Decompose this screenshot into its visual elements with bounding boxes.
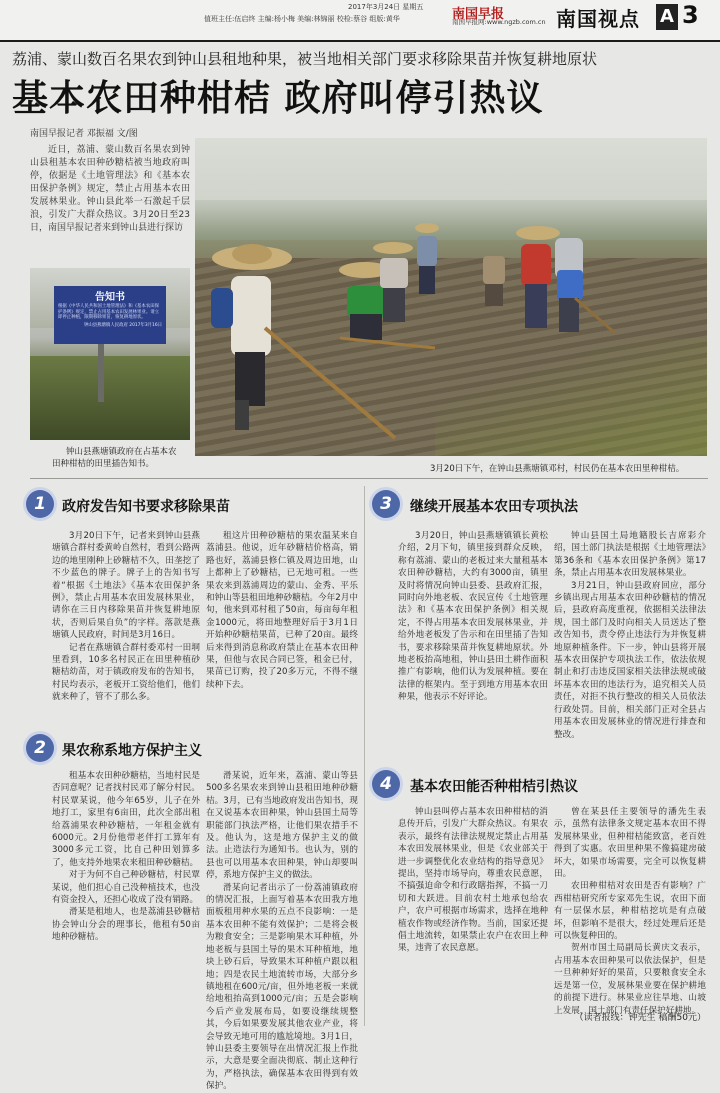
section-1-paragraph: 租这片田种砂糖桔的果农温某来自荔浦县。他说，近年砂糖桔价格高，销路也好，荔浦县修仁镇及周边田地，山上都种上了砂糖桔，已无地可租。一些果农来到荔浦周边的蒙山、金秀、平乐和钟山等县租田地种砂糖桔。今年2月中旬，他来到邓村租了50亩，每亩每年租金1000元，将田地整理好后于3月1日开始种砂糖桔果苗，已种了20亩。最终后来得到消息称政府禁止在基本农田种果，但他与农民合同已签，租金已付，果苗已订购，投了20多万元，不得不继续种下去。 — [206, 531, 358, 690]
section-3-paragraph: 3月21日，钟山县政府回应，部分乡镇出现占用基本农田种砂糖桔的情况后，县政府高度重视，依据相关法律法规，国土部门及时向相关人员送达了整改告知书，责令停止违法行为并恢复耕地原种植条件。下一步，钟山县将开展基本农田保护专项执法工作，依法依规制止和打击违反国家相关法律法规或破坏基本农田的违法行为，追究相关人员责任，对拒不执行整改的相关人员依法行政处罚。目前，相关部门正对全县占用基本农田发展林业的情况进行排查和整改。 — [554, 580, 706, 740]
reader-credit: （读者报线：钟先生 稿酬50元） — [574, 1013, 706, 1023]
section-1-number: 1 — [26, 490, 54, 518]
section-2-number: 2 — [26, 734, 54, 762]
section-3-text-b — [554, 530, 706, 758]
section-4-text-b — [554, 806, 706, 1016]
section-3-number: 3 — [372, 490, 400, 518]
section-4-number: 4 — [372, 770, 400, 798]
photo-figures — [195, 138, 707, 456]
section-4-paragraph: 钟山县叫停占基本农田种柑桔的消息传开后，引发广大群众热议。有果农表示，最终有法律法规规定禁止占用基本农田发展林果业，但是《农业部关于进一步调整优化农业结构的指导意见》提出，坚持市场导向，尊重农民意愿，不搞强迫命令和行政瞎指挥，不搞一刀切和大跃进。目前农村土地承包给农户，农户可根据市场需求，选择在地种植农作物或经济作物。当前，国家还提倡土地流转，如果禁止农户在农田上种果，违背了农民意愿。 — [398, 807, 548, 954]
byline: 南国早报记者 邓振福 文/图 — [30, 129, 138, 139]
paper-website: 南国早报网:www.ngzb.com.cn — [452, 18, 546, 26]
main-headline: 基本农田种柑桔 政府叫停引热议 — [12, 78, 544, 119]
photo-divider — [30, 478, 708, 479]
section-1-paragraph: 记者在燕塘镇合群村委邓村一田垌里看到，10多名村民正在田里种植砂糖桔幼苗，对于镇政府发布的告知书，村民均表示，老板开工资给他们，他们就来种了，管不了那么多。 — [52, 642, 200, 703]
section-4-title: 基本农田能否种柑桔引热议 — [410, 779, 578, 795]
section-2-paragraph: 滑某说，近年来，荔浦、蒙山等县500多名果农来到钟山县租田地种砂糖桔。3月，已有当地政府发出告知书，现在又说基本农田种果，钟山县国土局等职能部门执法严格，让他们果农措手不及。他认为，这是地方保护主义的做法。止造法行为通知书。也认为，别的县也可以用基本农田种果，钟山却要叫停，系地方保护主义的做法。 — [206, 771, 358, 881]
page-number: 3 — [682, 1, 699, 29]
section-name: 南国视点 — [556, 7, 640, 31]
column-separator — [364, 486, 365, 1026]
notice-sign — [54, 286, 166, 344]
section-4-paragraph: 曾在某县任主要领导的潘先生表示，虽然有法律条文规定基本农田不得发展林果业，但种柑桔能致富，老百姓得到了实惠。农田里种果不像搞建房破坏大，如果市场需要，完全可以恢复耕田。 — [554, 807, 706, 880]
section-1-paragraph: 3月20日下午，记者来到钟山县燕塘镇合群村委黄岭自然村，看到公路两边的地里刚种上砂糖桔不久，田垄挖了不少蓝色的牌子。牌子上的告知书写着“根据《土地法》《基本农田保护条例》，禁止占用基本农田发展林果业，请你在三日内移除果苗并恢复耕地原状，否则后果自负”的字样。落款是燕塘镇人民政府，时间是3月16日。 — [52, 531, 200, 641]
section-3-title: 继续开展基本农田专项执法 — [410, 499, 578, 515]
section-3-paragraph: 3月20日，钟山县燕塘镇镇长黄松介绍，2月下旬，镇里接到群众反映，称有荔浦、蒙山的老板过来大量租基本农田种砂糖桔，大约有3000亩，镇里及时将情况向钟山县委、县政府汇报，同时向外地老板、农民宣传《土地管理法》和《基本农田保护条例》相关规定，不得占用基本农田发展林果业，并给外地老板发了告示和在田里插了告知书，要求移除果苗并恢复耕地原状。外地老板抬高地租，钟山县田土耕作面积推广有影响，他们认为发展种植。要在法律的框架内。至于到地方用基本农田种果，他表示不好评论。 — [398, 531, 548, 703]
section-2-paragraph: 滑某向记者出示了一份荔浦镇政府的情况汇报，上面写着基本农田我方地面板租用种水果的五点不良影响：一是基本农田种不能有效保护；二是将会极为粮食安全；三是影响果木耳种植，外地老板与县国土导的果木耳种植地，地块上砂石后，导致果木耳种植户跟以租地；四是农民土地流转市场，大部分乡镇地租在600元/亩，但外地老板一来就给地租抬高到1000元/亩；五是会影响今后产业发展布局，如要设继续规整其，今后如果要发展其他农业产业，将会导致无地可用的尴尬境地。3月1日，钟山县委主要领导在出情况汇报上作批示，大意是要全面决彻底、制止这种行为，严格执法，确保基本农田得到有效保护。 — [206, 882, 358, 1092]
section-1-text-b — [206, 530, 358, 691]
section-4-text-a — [398, 806, 548, 1026]
kicker-headline: 荔浦、蒙山数百名果农到钟山县租地种果，被当地相关部门要求移除果苗并恢复耕地原状 — [12, 50, 598, 68]
main-photo-caption: 3月20日下午，在钟山县燕塘镇邓村，村民仍在基本农田里种柑桔。 — [430, 464, 685, 474]
section-letter: A — [656, 4, 678, 30]
issue-date: 2017年3月24日 星期五 — [348, 3, 424, 11]
notice-sign-title: 告知书 — [95, 292, 125, 303]
section-1-text-a — [52, 530, 200, 704]
section-2-text-a — [52, 770, 200, 1026]
section-3-paragraph: 钟山县国土局地籍股长吉席彩介绍，国土部门执法是根据《土地管理法》第36条和《基本农田保护条例》第17条，禁止占用基本农田发展林果业。 — [554, 531, 706, 579]
section-3-text-a — [398, 530, 548, 758]
notice-sign-text: 根据《中华人民共和国土地管理法》和《基本农田保护条例》规定，禁止占用基本农田发展林果业。请立即停止种植，限期移除果苗，恢复耕地原状。 — [58, 304, 159, 321]
section-1-title: 政府发告知书要求移除果苗 — [62, 499, 230, 515]
section-2-paragraph: 对于为何不自己种砂糖桔，村民覃某说，他们担心自己没种植技术，也没有资金投入，还担心收成了没有销路。 — [52, 870, 200, 906]
section-4-paragraph: 农田种柑桔对农田是否有影响？广西柑桔研究所专家邓先生说，农田下面有一层保水层，种柑桔挖坑是有点破坏，但影响不是很大，经过处理后还是可以恢复种田的。 — [554, 881, 706, 942]
sign-photo-caption: 钟山县燕塘镇政府在占基本农田种柑桔的田里插告知书。 — [52, 447, 177, 469]
editor-credits: 值班主任:伍启终 主编:杨小梅 美编:林锦丽 校检:蔡谷 组版:黄华 — [204, 15, 400, 23]
sign-post — [98, 344, 104, 402]
section-2-text-b — [206, 770, 358, 1092]
notice-sign-footer: 钟山县燕塘镇人民政府 2017年3月16日 — [83, 322, 162, 328]
section-4-paragraph: 贺州市国土局副局长黄庆文表示，占用基本农田种果可以依法保护，但是一旦种种好好的果苗，只要粮食安全永远是第一位，发展林果业要在保护耕地的前提下进行。林果业应往旱地、山坡上发展，国土部门有责任保护好耕地。 — [554, 943, 706, 1016]
section-2-title: 果农称系地方保护主义 — [62, 743, 202, 759]
lead-paragraph: 近日，荔浦、蒙山数百名果农到钟山县租基本农田种砂糖桔被当地政府叫停，依据是《土地管理法》和《基本农田保护条例》规定，禁止占用基本农田发展林果业。钟山县此举一石激起千层浪，引发广大群众热议。3月20日至23日，南国早报记者来到钟山县进行探访 — [30, 145, 190, 233]
section-2-paragraph: 滑某是租地人，也是荔浦县砂糖桔协会钟山分会的理事长，他租有50亩地种砂糖桔。 — [52, 907, 200, 943]
main-photo-farmers-planting — [195, 138, 707, 456]
section-2-paragraph: 租基本农田种砂糖桔，当地村民是否同意呢？记者找村民邓了解分村民。村民覃某说，他今年65岁，儿子在外地打工，家里有6亩田，此次全部出租给荔浦果农种砂糖桔，一年租金就有6000元。2月份他带老伴打工算年有3000多元工资，比自己种田划算多了，他支持外地果农来租田种砂糖桔。 — [52, 771, 200, 868]
paper-logo: 南国早报 — [452, 7, 505, 22]
